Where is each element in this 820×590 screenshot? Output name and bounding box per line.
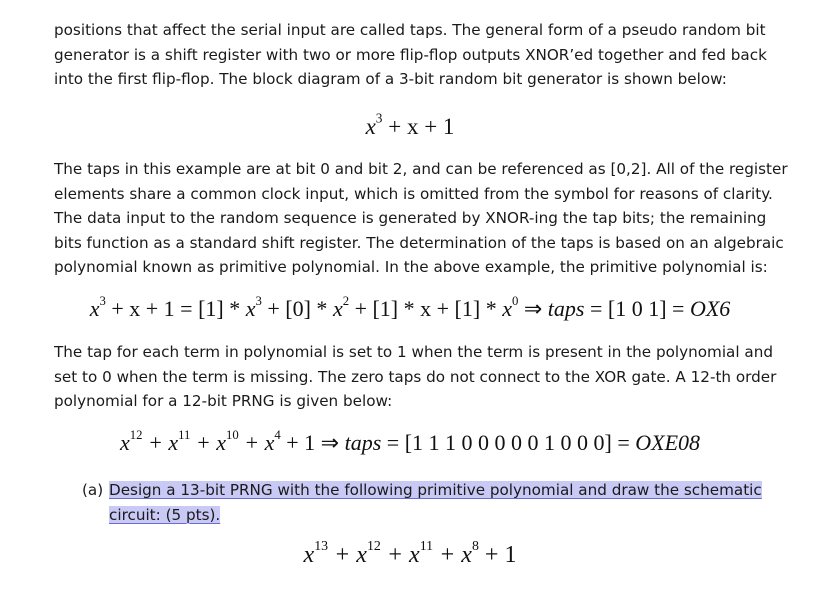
equation-3bit-polynomial: $x^3 + x + 1$ — [365, 110, 455, 139]
paragraph-tap-rule: The tap for each term in polynomial is set to 1 when the term is present in the polynomial and set to 0 when the term is missing. The zero taps do not connect to the XOR gate. A 12-th order polynomial for a 12-bit PRNG is given below: — [54, 343, 777, 410]
paragraph-taps-explanation: The taps in this example are at bit 0 and bit 2, and can be referenced as [0,2]. All of the register elements share a common clock input, which is omitted from the symbol for reasons of clarity. The data input to the random sequence is generated by XNOR-ing the tap bits; the remaining bits function as a standard shift register. The determination of the taps is based on an algebraic polynomial known as primitive polynomial. In the above example, the primitive polynomial is: — [54, 160, 788, 276]
part-a-highlighted-text: Design a 13-bit PRNG with the following primitive polynomial and draw the schematic circuit: (5 pts). — [109, 481, 762, 524]
equation-12bit-polynomial: $x^{12} + x^{11} + x^{10} + x^4 + 1$ ⇒ taps = [1 1 1 0 0 0 0 0 1 0 0 0] = OXE08 — [119, 428, 701, 455]
paragraph-intro: positions that affect the serial input are called taps. The general form of a pseudo random bit generator is a shift register with two or more flip-flop outputs XNOR’ed together and fed back into the first flip-flop. The block diagram of a 3-bit random bit generator is shown below: — [54, 21, 767, 88]
equation-taps-3bit: $x^3 + x + 1 = [1] * x^3 + [0] * x^2 + [1] * x + [1] * x^0$ ⇒ taps = [1 0 1] = OX6 — [89, 294, 731, 321]
equation-13bit-polynomial: $x^{13} + x^{12} + x^{11} + x^8 + 1$ — [303, 539, 517, 568]
part-a-label: (a) — [82, 481, 104, 499]
